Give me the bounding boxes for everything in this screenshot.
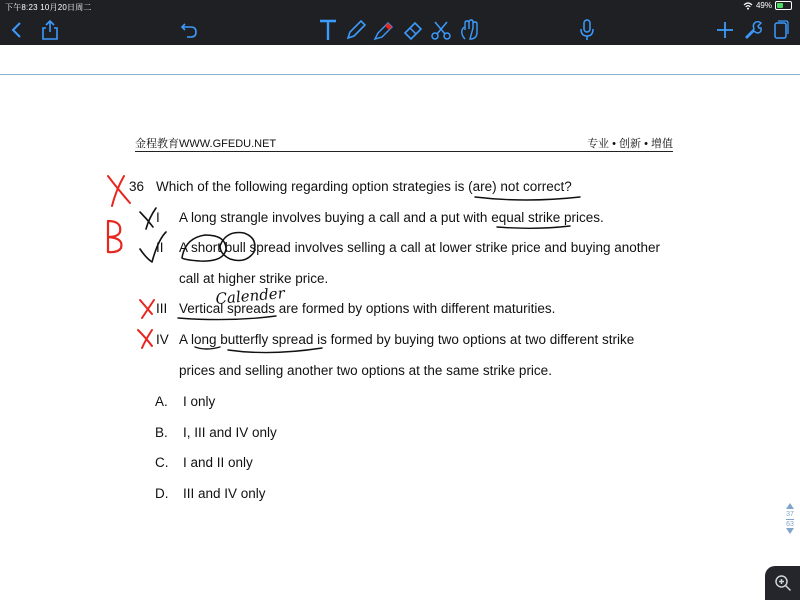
page-down-icon[interactable] xyxy=(786,528,794,534)
page-up-icon[interactable] xyxy=(786,503,794,509)
option-letter: B. xyxy=(155,425,168,440)
statement-text: A short bull spread involves selling a call at lower strike price and buying another xyxy=(179,240,661,255)
statement-roman: I xyxy=(156,210,160,225)
statement-roman: IV xyxy=(156,332,169,347)
document-page xyxy=(0,75,800,600)
status-time-date: 下午8:23 10月20日周二 xyxy=(5,3,92,12)
wifi-icon xyxy=(743,2,753,10)
zoom-in-icon xyxy=(774,574,792,592)
battery-icon xyxy=(775,1,792,10)
statement-text: A long butterfly spread is formed by buying two options at two different strike xyxy=(179,332,635,347)
add-icon[interactable] xyxy=(713,18,737,42)
option-letter: C. xyxy=(155,455,169,470)
header-left: 金程教育WWW.GFEDU.NET xyxy=(135,138,277,150)
status-bar xyxy=(0,0,800,13)
battery-percent: 49% xyxy=(755,1,772,10)
statement-roman: II xyxy=(156,240,164,255)
option-text: III and IV only xyxy=(183,486,266,501)
top-toolbar xyxy=(0,0,800,45)
text-tool-icon[interactable] xyxy=(316,18,340,42)
total-pages: 63 xyxy=(786,521,794,528)
question-stem: Which of the following regarding option strategies is (are) not correct? xyxy=(156,179,572,194)
share-icon[interactable] xyxy=(38,18,62,42)
statement-text: call at higher strike price. xyxy=(179,271,329,286)
scissors-icon[interactable] xyxy=(429,18,453,42)
wrench-icon[interactable] xyxy=(741,18,765,42)
status-right xyxy=(743,1,792,10)
back-icon[interactable] xyxy=(5,18,29,42)
microphone-icon[interactable] xyxy=(575,18,599,42)
current-page: 37 xyxy=(786,511,794,518)
pen-icon[interactable] xyxy=(344,18,368,42)
hand-icon[interactable] xyxy=(457,18,481,42)
question-number: 36 xyxy=(129,179,145,194)
option-text: I only xyxy=(183,394,216,409)
zoom-button[interactable] xyxy=(765,566,800,600)
eraser-icon[interactable] xyxy=(401,18,425,42)
option-letter: D. xyxy=(155,486,169,501)
page-indicator[interactable] xyxy=(782,503,798,551)
statement-text: A long strangle involves buying a call and a put with equal strike prices. xyxy=(179,210,604,225)
page-divider xyxy=(786,519,794,520)
statement-text: prices and selling another two options at the same strike price. xyxy=(179,363,552,378)
page-header xyxy=(135,133,673,152)
handwritten-note: Calender xyxy=(214,284,286,308)
statement-text: Vertical spreads are formed by options with different maturities. xyxy=(179,301,556,316)
pages-icon[interactable] xyxy=(769,18,793,42)
header-right: 专业 • 创新 • 增值 xyxy=(587,138,673,150)
highlighter-icon[interactable] xyxy=(372,18,396,42)
battery-fill xyxy=(777,3,783,8)
statement-roman: III xyxy=(156,301,168,316)
option-text: I and II only xyxy=(183,455,253,470)
option-letter: A. xyxy=(155,394,168,409)
undo-icon[interactable] xyxy=(177,18,201,42)
tab-strip xyxy=(0,45,800,75)
option-text: I, III and IV only xyxy=(183,425,277,440)
